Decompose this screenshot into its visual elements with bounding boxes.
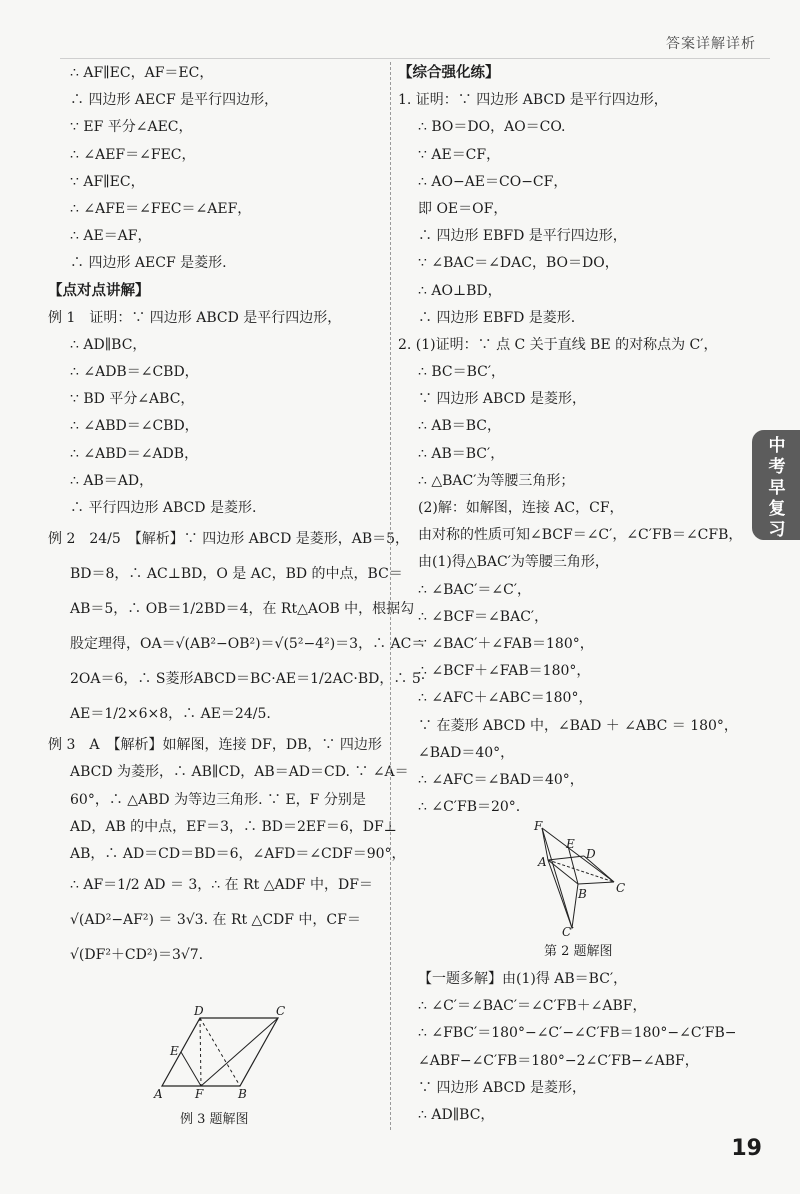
section-heading: 【综合强化练】 <box>398 65 500 81</box>
example-3 <box>48 732 409 973</box>
right-column <box>398 60 748 821</box>
reflection-figure <box>528 818 638 938</box>
question-1 <box>398 87 748 332</box>
question-heading: 1. 证明：∵ 四边形 ABCD 是平行四边形， <box>398 92 668 109</box>
text-line: ∴ ∠BAC′＝∠C′， <box>418 581 531 598</box>
text-line: 60°，∴ △ABD 为等边三角形. ∵ E，F 分别是 <box>70 791 366 808</box>
text-line: ∴ AB＝AD， <box>70 472 154 489</box>
column-divider <box>390 62 391 1130</box>
figure-caption: 第 2 题解图 <box>544 944 613 959</box>
text-line: ∵ ∠BAC＝∠DAC，BO＝DO， <box>418 255 619 272</box>
text-line: ∠BAD＝40°， <box>418 744 515 761</box>
text-line: ∴ ∠ABD＝∠CBD， <box>70 418 199 435</box>
figure-caption: 例 3 题解图 <box>180 1112 249 1127</box>
text-line: ∵ 在菱形 ABCD 中，∠BAD ＋ ∠ABC ＝ 180°， <box>418 717 738 734</box>
text-line: ∴ AE＝AF， <box>70 228 152 245</box>
example-heading: 例 1 证明：∵ 四边形 ABCD 是平行四边形， <box>48 309 342 326</box>
label-e: E <box>566 837 575 851</box>
alternative-solution <box>398 966 748 1129</box>
text-line: ∴ 四边形 EBFD 是平行四边形， <box>418 228 627 245</box>
dashed-df <box>200 1018 201 1086</box>
label-f: F <box>195 1087 204 1101</box>
label-a: A <box>538 855 547 869</box>
text-line: 股定理得，OA＝√(AB²−OB²)＝√(5²−4²)＝3，∴ AC＝ <box>70 636 426 653</box>
text-line: ∴ AD∥BC， <box>418 1106 495 1123</box>
segment-ac <box>548 860 614 882</box>
text-line: AB，∴ AD＝CD＝BD＝6，∠AFD＝∠CDF＝90°， <box>70 845 406 862</box>
text-line: AD，AB 的中点，EF＝3，∴ BD＝2EF＝6，DF⊥ <box>70 818 397 835</box>
text-line: ∴ ∠ABD＝∠ADB， <box>70 445 199 462</box>
header-title: 答案详解详析 <box>666 36 756 52</box>
text-line: 由(1)得△BAC′为等腰三角形， <box>418 554 609 571</box>
example-2 <box>48 522 426 732</box>
text-line: ∴ AF＝1/2 AD ＝ 3，∴ 在 Rt △ADF 中，DF＝ <box>70 877 373 894</box>
rhombus-figure <box>150 1004 300 1104</box>
continued-solution <box>48 60 378 278</box>
label-d: D <box>194 1004 204 1018</box>
label-b: B <box>578 887 587 901</box>
question-2 <box>398 332 748 821</box>
page-number: 19 <box>731 1136 762 1161</box>
segment-bc <box>578 882 614 884</box>
question-heading: 2. (1)证明：∵ 点 C 关于直线 BE 的对称点为 C′， <box>398 336 718 353</box>
text-line: ∴ ∠AFC＋∠ABC＝180°， <box>418 690 593 707</box>
label-c-prime: C′ <box>562 925 574 939</box>
label-d: D <box>586 847 596 861</box>
text-line: ∴ ∠C′FB＝20°. <box>418 799 521 816</box>
text-line: ∴ BO＝DO，AO＝CO. <box>418 119 566 136</box>
segment-ad <box>548 856 584 860</box>
text-line: ∴ AD∥BC， <box>70 336 147 353</box>
text-line: ∠ABF−∠C′FB＝180°−2∠C′FB−∠ABF， <box>418 1052 699 1069</box>
text-line: (2)解：如解图，连接 AC，CF， <box>418 500 624 516</box>
text-line: ∴ AB＝BC， <box>418 418 502 435</box>
chapter-side-tab <box>752 430 800 540</box>
text-line: ∴ ∠AEF＝∠FEC， <box>70 146 196 163</box>
text-line: ∴ 四边形 AECF 是菱形. <box>70 255 227 272</box>
text-line: 【一题多解】由(1)得 AB＝BC′， <box>418 971 628 987</box>
text-line: ∴ ∠BCF＝∠BAC′， <box>418 608 549 625</box>
text-line: AB＝5，∴ OB＝1/2BD＝4，在 Rt△AOB 中，根据勾 <box>70 601 415 618</box>
text-line: ∵ BD 平分∠ABC， <box>70 391 195 408</box>
text-line: ∵ ∠BAC′＋∠FAB＝180°， <box>418 635 594 652</box>
text-line: ∴ 四边形 EBFD 是菱形. <box>418 309 576 326</box>
text-line: ∴ △BAC′为等腰三角形； <box>418 472 575 489</box>
header-rule <box>60 58 770 59</box>
label-c: C <box>276 1004 286 1018</box>
text-line: ∴ 平行四边形 ABCD 是菱形. <box>70 500 257 516</box>
text-line: ∴ ∠BCF＋∠FAB＝180°， <box>418 663 591 680</box>
text-line: 2OA＝6，∴ S菱形ABCD＝BC·AE＝1/2AC·BD，∴ 5· <box>70 671 426 688</box>
text-line: ∵ AE＝CF， <box>418 146 501 163</box>
example-heading: 例 2 24/5 【解析】∵ 四边形 ABCD 是菱形，AB＝5， <box>48 531 410 548</box>
text-line: ∵ EF 平分∠AEC， <box>70 119 193 136</box>
side-tab-label: 中考早复习 <box>768 436 786 540</box>
text-line: ∴ BC＝BC′， <box>418 364 506 381</box>
text-line: ∴ ∠C′＝∠BAC′＝∠C′FB＋∠ABF， <box>418 998 647 1015</box>
text-line: AE＝1/2×6×8，∴ AE＝24/5. <box>70 706 271 723</box>
example-1 <box>48 305 378 523</box>
text-line: ∴ AO⊥BD， <box>418 282 502 299</box>
text-line: BD＝8，∴ AC⊥BD，O 是 AC，BD 的中点，BC＝ <box>70 566 403 583</box>
example-heading: 例 3 A 【解析】如解图，连接 DF，DB，∵ 四边形 <box>48 737 382 754</box>
text-line: √(AD²−AF²) ＝ 3√3. 在 Rt △CDF 中，CF＝ <box>70 912 361 929</box>
text-line: 由对称的性质可知∠BCF＝∠C′，∠C′FB＝∠CFB， <box>418 527 743 544</box>
dashed-db <box>200 1018 240 1086</box>
text-line: ∴ 四边形 AECF 是平行四边形， <box>70 92 279 109</box>
label-a: A <box>154 1087 163 1101</box>
left-column <box>48 60 426 973</box>
text-line: √(DF²＋CD²)＝3√7. <box>70 947 204 964</box>
segment-ef <box>181 1052 201 1086</box>
label-f: F <box>534 819 543 833</box>
text-line: ∴ ∠FBC′＝180°−∠C′−∠C′FB＝180°−∠C′FB− <box>418 1025 737 1042</box>
label-c: C <box>616 881 626 895</box>
section-heading: 【点对点讲解】 <box>48 282 150 299</box>
text-line: ∴ ∠AFE＝∠FEC＝∠AEF， <box>70 200 252 217</box>
text-line: ∴ AB＝BC′， <box>418 445 505 462</box>
text-line: ∴ ∠AFC＝∠BAD＝40°， <box>418 771 584 788</box>
text-line: ∴ ∠ADB＝∠CBD， <box>70 364 199 381</box>
text-line: ∵ 四边形 ABCD 是菱形， <box>418 391 586 408</box>
text-line: ABCD 为菱形，∴ AB∥CD，AB＝AD＝CD. ∵ ∠A＝ <box>70 764 409 781</box>
rhombus-outline <box>162 1018 278 1086</box>
text-line: ∴ AO−AE＝CO−CF， <box>418 173 568 190</box>
segment-fc <box>201 1018 278 1086</box>
text-line: 即 OE＝OF， <box>418 200 508 217</box>
label-b: B <box>238 1087 247 1101</box>
text-line: ∵ 四边形 ABCD 是菱形， <box>418 1079 586 1096</box>
label-e: E <box>170 1044 179 1058</box>
text-line: ∵ AF∥EC， <box>70 173 145 190</box>
text-line: ∴ AF∥EC，AF＝EC， <box>70 65 214 81</box>
